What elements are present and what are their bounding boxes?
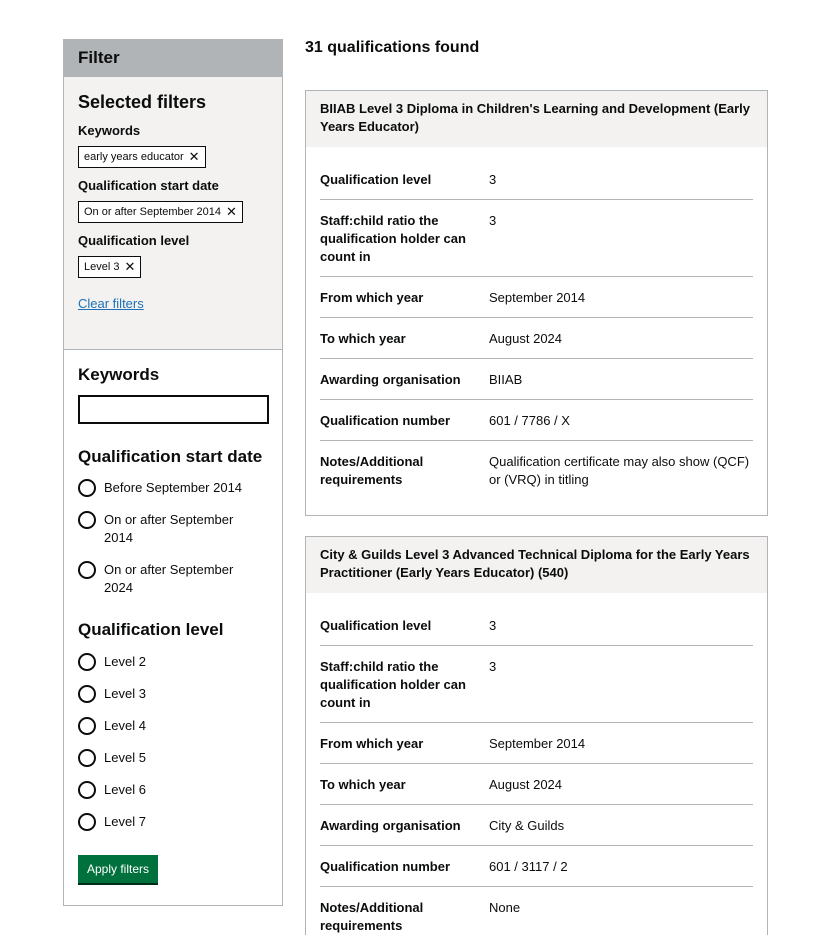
remove-filter-tag-keywords[interactable] <box>78 146 206 168</box>
detail-label: Qualification level <box>320 618 432 633</box>
detail-row <box>320 277 753 318</box>
radio-circle-icon <box>78 781 96 799</box>
detail-row <box>320 318 753 359</box>
detail-value: 3 <box>489 618 497 633</box>
filter-panel <box>63 39 283 906</box>
selected-filters-heading: Selected filters <box>78 92 207 112</box>
qualification-details <box>306 147 767 515</box>
clear-filters-link[interactable]: Clear filters <box>78 296 144 311</box>
radio-on-or-after-sept-2024[interactable] <box>78 561 268 597</box>
results-count: 31 qualifications found <box>305 39 480 56</box>
selected-category-start-date: Qualification start date <box>78 178 219 193</box>
radio-circle-icon <box>78 813 96 831</box>
detail-row <box>320 805 753 846</box>
radio-label: Level 3 <box>104 686 146 701</box>
selected-filters <box>64 77 282 350</box>
detail-value: BIIAB <box>489 372 523 387</box>
detail-value: City & Guilds <box>489 818 565 833</box>
level-heading: Qualification level <box>78 620 224 639</box>
filter-header <box>64 40 282 77</box>
radio-label: Level 2 <box>104 654 146 669</box>
detail-value: 3 <box>489 213 497 228</box>
detail-label: Notes/Additional requirements <box>320 900 424 933</box>
radio-circle-icon <box>78 685 96 703</box>
detail-label: From which year <box>320 290 424 305</box>
detail-label: Staff:child ratio the qualification holder can count in <box>320 213 466 264</box>
radio-on-or-after-sept-2014[interactable] <box>78 511 268 547</box>
start-date-heading: Qualification start date <box>78 447 263 466</box>
selected-category-level: Qualification level <box>78 233 190 248</box>
detail-row <box>320 441 753 515</box>
detail-value: August 2024 <box>489 331 563 346</box>
keywords-section <box>64 350 282 424</box>
radio-label: Level 5 <box>104 750 146 765</box>
radio-label: Level 7 <box>104 814 146 829</box>
detail-row <box>320 646 753 723</box>
start-date-section <box>64 424 282 597</box>
detail-row <box>320 400 753 441</box>
radio-level-2[interactable] <box>78 653 268 671</box>
radio-label: On or after September 2014 <box>104 512 234 545</box>
detail-value: August 2024 <box>489 777 563 792</box>
detail-label: To which year <box>320 331 406 346</box>
detail-value: September 2014 <box>489 736 586 751</box>
detail-row <box>320 605 753 646</box>
detail-row <box>320 159 753 200</box>
detail-value: 3 <box>489 659 497 674</box>
qualification-title: City & Guilds Level 3 Advanced Technical Diploma for the Early Years Practitioner (Early Years Educator) (540) <box>306 537 767 593</box>
remove-icon: ✕ <box>124 259 136 274</box>
detail-value: 601 / 3117 / 2 <box>489 859 568 874</box>
detail-row <box>320 764 753 805</box>
detail-value: September 2014 <box>489 290 586 305</box>
selected-category-keywords: Keywords <box>78 123 141 138</box>
radio-before-sept-2014[interactable] <box>78 479 268 497</box>
qualification-card <box>305 536 768 935</box>
detail-row <box>320 200 753 277</box>
radio-label: Level 4 <box>104 718 146 733</box>
detail-value: 601 / 7786 / X <box>489 413 570 428</box>
detail-label: Qualification level <box>320 172 432 187</box>
radio-circle-icon <box>78 653 96 671</box>
detail-label: Qualification number <box>320 413 451 428</box>
qualification-card <box>305 90 768 516</box>
filter-tag-label: On or after September 2014 <box>84 206 221 218</box>
filter-title: Filter <box>78 48 120 67</box>
radio-level-7[interactable] <box>78 813 268 831</box>
detail-value: None <box>489 900 521 915</box>
radio-circle-icon <box>78 511 96 529</box>
radio-label: Level 6 <box>104 782 146 797</box>
radio-level-4[interactable] <box>78 717 268 735</box>
radio-circle-icon <box>78 717 96 735</box>
detail-row <box>320 887 753 935</box>
radio-level-5[interactable] <box>78 749 268 767</box>
detail-row <box>320 359 753 400</box>
radio-circle-icon <box>78 749 96 767</box>
detail-row <box>320 723 753 764</box>
level-section <box>64 611 282 883</box>
radio-label: Before September 2014 <box>104 480 243 495</box>
detail-label: Qualification number <box>320 859 451 874</box>
remove-icon: ✕ <box>225 204 237 219</box>
apply-filters-button[interactable]: Apply filters <box>78 855 158 883</box>
radio-level-6[interactable] <box>78 781 268 799</box>
filter-tag-label: early years educator <box>84 151 184 163</box>
detail-label: Notes/Additional requirements <box>320 454 424 487</box>
detail-value: Qualification certificate may also show (QCF) or (VRQ) in titling <box>489 454 750 487</box>
detail-value: 3 <box>489 172 497 187</box>
remove-icon: ✕ <box>188 149 200 164</box>
radio-level-3[interactable] <box>78 685 268 703</box>
detail-label: From which year <box>320 736 424 751</box>
remove-filter-tag-start-date[interactable] <box>78 201 243 223</box>
radio-circle-icon <box>78 479 96 497</box>
filter-tag-label: Level 3 <box>84 261 120 273</box>
qualification-details <box>306 593 767 935</box>
detail-label: Awarding organisation <box>320 818 461 833</box>
radio-circle-icon <box>78 561 96 579</box>
detail-row <box>320 846 753 887</box>
remove-filter-tag-level[interactable] <box>78 256 141 278</box>
detail-label: To which year <box>320 777 406 792</box>
detail-label: Staff:child ratio the qualification holder can count in <box>320 659 466 710</box>
qualification-title: BIIAB Level 3 Diploma in Children's Learning and Development (Early Years Educator) <box>306 91 767 147</box>
keywords-heading: Keywords <box>78 365 160 384</box>
radio-label: On or after September 2024 <box>104 562 234 595</box>
keywords-input[interactable] <box>78 395 269 424</box>
detail-label: Awarding organisation <box>320 372 461 387</box>
